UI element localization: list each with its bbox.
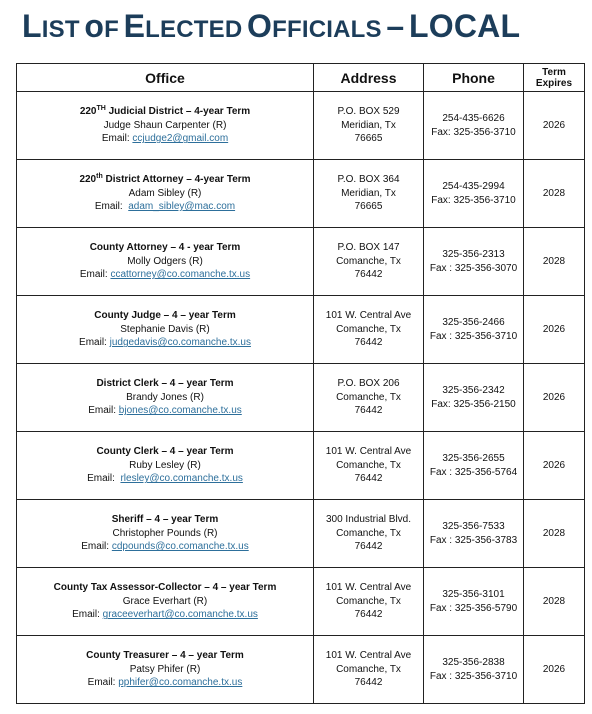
phone-cell [424,92,524,160]
fax-number: Fax: 325-356-3710 [431,194,516,206]
table-row [17,500,585,568]
phone-cell [424,636,524,704]
address-line: 76442 [354,473,383,485]
address-line: Comanche, Tx [336,391,401,403]
address-line: 76442 [354,269,383,281]
email-link[interactable]: adam_sibley@mac.com [128,201,236,213]
address-line: Comanche, Tx [336,459,401,471]
email-line [17,404,313,418]
office-title-superscript: th [96,173,103,181]
table-row [17,228,585,296]
phone-number: 325-356-2838 [442,657,505,668]
term-expires-cell: 2026 [524,636,585,704]
table-header-row [17,64,585,92]
office-title [17,309,313,323]
phone-number: 254-435-2994 [442,181,505,192]
office-title-text: District Clerk – 4 – year Term [96,378,234,390]
office-title-text: County Tax Assessor-Collector – 4 – year Term [53,582,277,594]
address-line: 76442 [354,677,383,689]
email-link[interactable]: pphifer@co.comanche.tx.us [118,677,243,689]
official-name: Adam Sibley (R) [128,187,202,199]
address-cell [314,500,424,568]
phone-cell [424,296,524,364]
email-label: Email: [79,337,110,349]
email-label: Email: [81,541,112,553]
official-name: Judge Shaun Carpenter (R) [103,119,227,131]
term-expires-cell: 2028 [524,568,585,636]
email-line [17,132,313,146]
address-line: 101 W. Central Ave [325,446,412,458]
office-title [17,445,313,459]
official-name: Christopher Pounds (R) [112,527,218,539]
address-line: Meridian, Tx [341,119,396,131]
term-expires-cell: 2028 [524,160,585,228]
title-word: – [386,8,405,44]
phone-number: 325-356-2466 [442,317,505,328]
email-link[interactable]: graceeverhart@co.comanche.tx.us [102,609,258,621]
address-cell [314,296,424,364]
address-line: Comanche, Tx [336,663,401,675]
official-name: Molly Odgers (R) [127,255,203,267]
office-cell [17,500,314,568]
office-cell [17,568,314,636]
address-cell [314,432,424,500]
table-row [17,92,585,160]
office-cell [17,160,314,228]
phone-number: 254-435-6626 [442,113,505,124]
address-line: 300 Industrial Blvd. [325,514,412,526]
email-line [17,336,313,350]
office-title-text: County Judge – 4 – year Term [94,310,236,322]
phone-number: 325-356-2342 [442,385,505,396]
email-link[interactable]: ccattorney@co.comanche.tx.us [110,269,251,281]
office-title [17,241,313,255]
header-term-expires [524,64,585,92]
office-title-text: District Attorney – 4-year Term [102,174,251,186]
office-title-text: County Clerk – 4 – year Term [96,446,234,458]
page-title [22,8,520,45]
phone-cell [424,160,524,228]
office-title [17,105,313,119]
address-cell [314,160,424,228]
table-row [17,364,585,432]
term-expires-cell: 2028 [524,228,585,296]
office-cell [17,296,314,364]
email-label: Email: [87,677,119,689]
header-term-line1: Term [542,66,566,78]
address-line: P.O. BOX 364 [337,174,400,186]
header-address: Address [314,64,424,92]
official-name: Brandy Jones (R) [126,391,204,403]
address-line: 76665 [354,201,383,213]
address-line: 76442 [354,609,383,621]
office-cell [17,636,314,704]
address-line: 76665 [354,133,383,145]
phone-cell [424,568,524,636]
header-office: Office [17,64,314,92]
title-word: ELECTED [123,8,243,44]
office-title [17,173,313,187]
title-word: LIST [22,8,80,44]
table-row [17,296,585,364]
official-name: Ruby Lesley (R) [129,459,201,471]
fax-number: Fax : 325-356-3710 [429,330,518,342]
address-line: P.O. BOX 147 [337,242,400,254]
term-expires-cell: 2028 [524,500,585,568]
title-word: oF [84,8,119,44]
office-title-prefix: 220 [79,106,97,118]
header-phone: Phone [424,64,524,92]
email-link[interactable]: ccjudge2@gmail.com [132,133,229,145]
address-line: Comanche, Tx [336,595,401,607]
email-link[interactable]: cdpounds@co.comanche.tx.us [111,541,249,553]
table-row [17,432,585,500]
office-title-text: Sheriff – 4 – year Term [111,514,219,526]
email-link[interactable]: rlesley@co.comanche.tx.us [120,473,243,485]
address-cell [314,636,424,704]
office-cell [17,364,314,432]
address-line: Comanche, Tx [336,323,401,335]
office-title [17,377,313,391]
office-cell [17,92,314,160]
official-name: Stephanie Davis (R) [120,323,210,335]
address-line: Comanche, Tx [336,255,401,267]
header-term-line2: Expires [535,77,573,89]
fax-number: Fax : 325-356-5790 [429,602,518,614]
fax-number: Fax : 325-356-3070 [429,262,518,274]
phone-number: 325-356-7533 [442,521,505,532]
table-row [17,160,585,228]
term-expires-cell: 2026 [524,432,585,500]
address-line: 101 W. Central Ave [325,650,412,662]
phone-cell [424,500,524,568]
fax-number: Fax: 325-356-2150 [431,398,516,410]
address-line: 76442 [354,337,383,349]
office-title [17,581,313,595]
address-line: 101 W. Central Ave [325,310,412,322]
email-line [17,608,313,622]
email-label: Email: [101,133,133,145]
term-expires-cell: 2026 [524,296,585,364]
official-name: Grace Everhart (R) [122,595,208,607]
email-line [17,676,313,690]
table-row [17,568,585,636]
address-cell [314,92,424,160]
address-cell [314,228,424,296]
email-label: Email: [79,269,111,281]
address-line: P.O. BOX 206 [337,378,400,390]
phone-number: 325-356-2655 [442,453,505,464]
office-title-text: County Treasurer – 4 – year Term [86,650,244,662]
email-line [17,200,313,214]
address-line: 101 W. Central Ave [325,582,412,594]
email-label: Email: [94,201,129,213]
officials-table [16,63,585,704]
office-cell [17,432,314,500]
official-name: Patsy Phifer (R) [129,663,201,675]
title-word: OFFICIALS [247,8,382,44]
email-label: Email: [88,405,119,417]
address-cell [314,364,424,432]
table-row [17,636,585,704]
phone-cell [424,364,524,432]
phone-cell [424,432,524,500]
term-expires-cell: 2026 [524,92,585,160]
office-title [17,513,313,527]
office-cell [17,228,314,296]
email-link[interactable]: judgedavis@co.comanche.tx.us [109,337,251,349]
address-cell [314,568,424,636]
term-expires-cell: 2026 [524,364,585,432]
address-line: 76442 [354,405,383,417]
address-line: Meridian, Tx [341,187,396,199]
office-title-superscript: TH [96,105,106,113]
email-line [17,540,313,554]
title-word: LOCAL [409,8,521,44]
email-line [17,472,313,486]
fax-number: Fax: 325-356-3710 [431,126,516,138]
email-line [17,268,313,282]
email-link[interactable]: bjones@co.comanche.tx.us [118,405,242,417]
phone-number: 325-356-3101 [442,589,505,600]
office-title [17,649,313,663]
office-title-text: County Attorney – 4 - year Term [89,242,241,254]
address-line: P.O. BOX 529 [337,106,400,118]
email-label: Email: [72,609,103,621]
fax-number: Fax : 325-356-3710 [429,670,518,682]
address-line: 76442 [354,541,383,553]
email-label: Email: [87,473,121,485]
fax-number: Fax : 325-356-5764 [429,466,518,478]
address-line: Comanche, Tx [336,527,401,539]
fax-number: Fax : 325-356-3783 [429,534,518,546]
phone-number: 325-356-2313 [442,249,505,260]
office-title-prefix: 220 [79,174,97,186]
office-title-text: Judicial District – 4-year Term [105,106,251,118]
phone-cell [424,228,524,296]
